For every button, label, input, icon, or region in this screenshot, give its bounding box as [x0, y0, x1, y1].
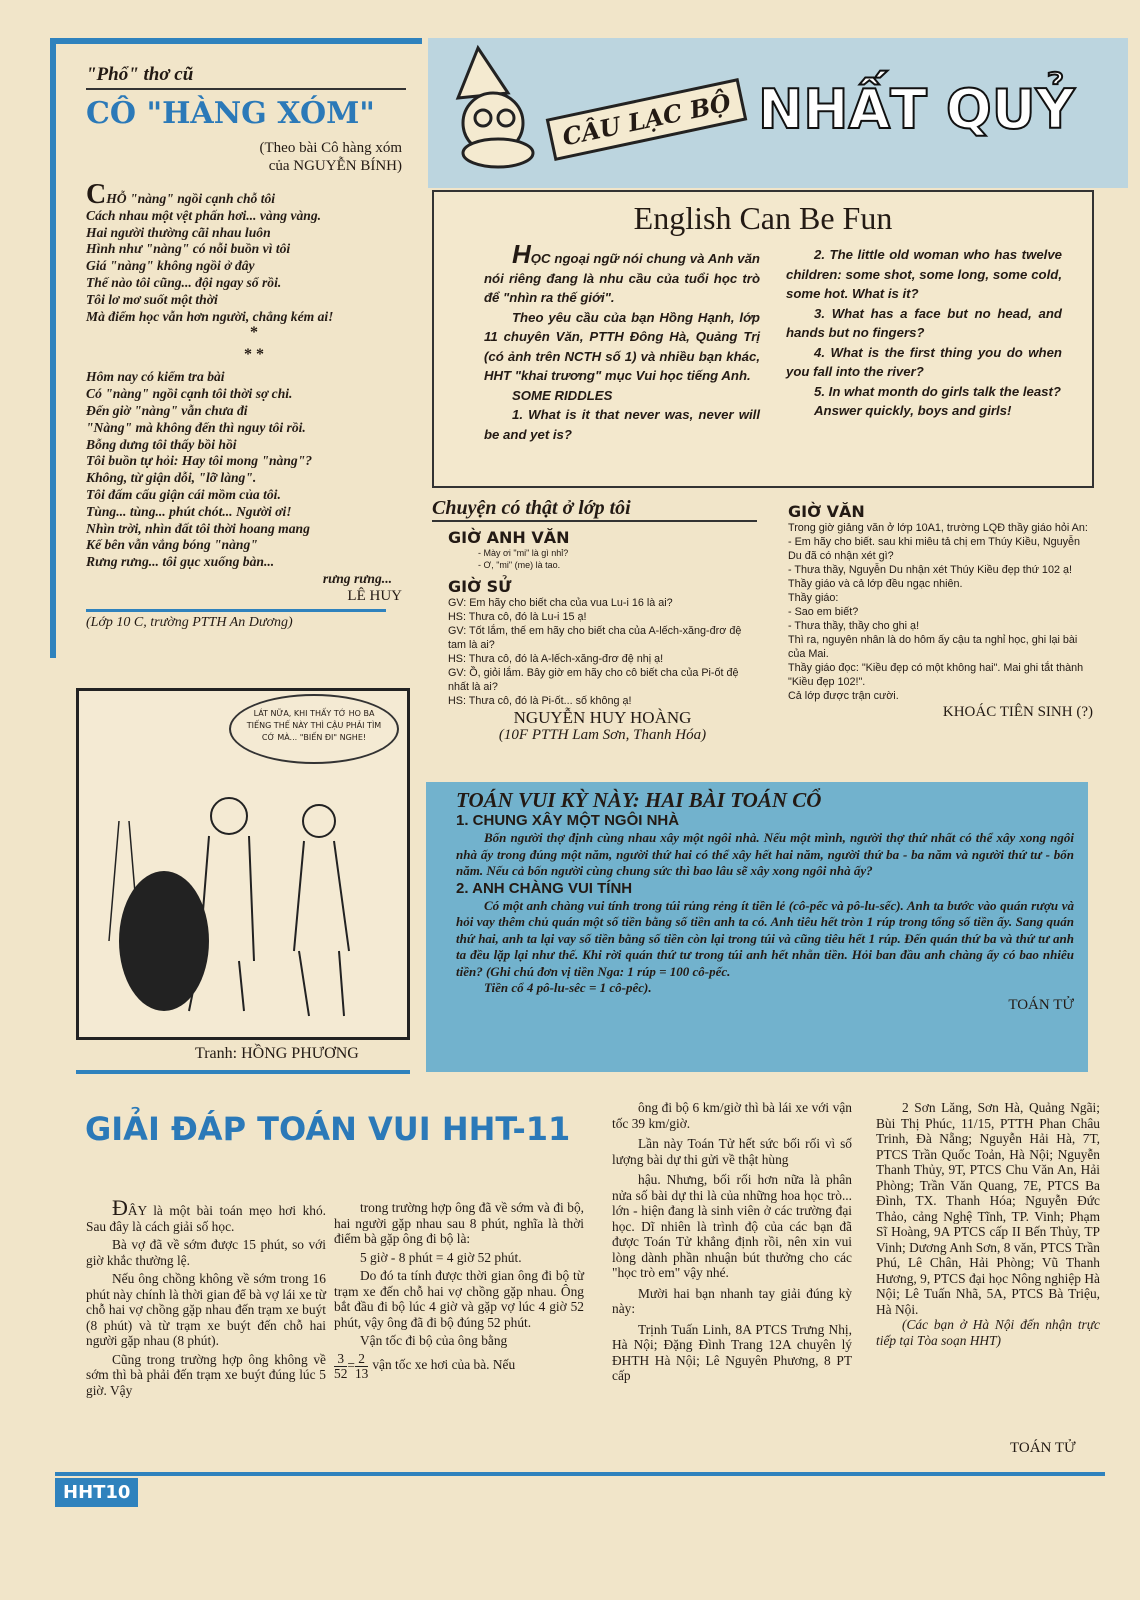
- speech-bubble: LÁT NỮA, KHI THẤY TỚ HO BA TIẾNG THẾ NÀY THÌ CẬU PHẢI TÌM CỚ MÀ... "BIẾN ĐI" NGHE!: [229, 694, 399, 764]
- math-author: TOÁN TỬ: [1008, 996, 1074, 1013]
- paragraph: [86, 1271, 326, 1349]
- english-can-be-fun-box: [432, 190, 1094, 488]
- riddles-closing: Answer quickly, boys and girls!: [814, 403, 1012, 418]
- verse-text: Mà điểm học vẫn hơn người, chẳng kém ai!: [86, 308, 334, 324]
- verse-line: [86, 309, 422, 326]
- verse-line: Tôi buồn tự hỏi: Hay tôi mong "nàng"?: [86, 453, 313, 469]
- story-body: [448, 547, 757, 571]
- dialogue-line: GV: Ồ, giỏi lắm. Bây giờ em hãy cho cô biết cha của Pi-ốt đệ nhất là ai?: [448, 667, 739, 693]
- poem-kicker: "Phổ" thơ cũ: [86, 64, 406, 90]
- paragraph: [86, 1352, 326, 1399]
- club-label: CÂU LẠC BỘ: [546, 78, 748, 161]
- intro-text: ỌC ngoại ngữ nói chung và Anh văn nói riêng đang là nhu cầu của tuổi học trò để "nhìn ra thế giới".: [484, 251, 760, 305]
- paragraph: hậu. Nhưng, bối rối hơn nữa là phân nửa số bài dự thi là của những hoa học trò... lớn - hiện đang là sinh viên ở các trường đại học. Dĩ nhiên là trình độ của các bạn đã được Toán Tử khẳng định rồi, nên xin vui lòng dành phần nhuận bút thưởng cho các "học trò em" vậy nhé.: [612, 1172, 852, 1280]
- dialogue-line: - Ơ, "mi" (me) là tao.: [478, 560, 561, 570]
- paragraph: ông đi bộ 6 km/giờ thì bà lái xe với vận tốc 39 km/giờ.: [612, 1100, 852, 1131]
- verse-line: Không, từ giận dỗi, "lỡ làng".: [86, 470, 257, 486]
- paragraph: trong trường hợp ông đã về sớm và đi bộ, hai người gặp nhau sau 8 phút, nghĩa là thời điểm bà gặp ông đi bộ là:: [334, 1200, 584, 1246]
- story-title: GIỜ ANH VĂN: [448, 528, 570, 547]
- page-number: HHT10: [55, 1478, 138, 1507]
- math-title: TOÁN VUI KỲ NÀY: HAI BÀI TOÁN CỔ: [456, 788, 822, 812]
- verse-line: Hôm nay có kiểm tra bài: [86, 369, 225, 385]
- verse-text: Cách nhau một vệt phấn hơi... vàng vàng.: [86, 207, 322, 223]
- verse-line: [86, 292, 422, 309]
- verse-line: Đến giờ "nàng" vẫn chưa đi: [86, 402, 248, 418]
- credit-line: (Theo bài Cô hàng xóm: [259, 140, 402, 156]
- problem-text: Có một anh chàng vui tính trong túi rủng rẻng ít tiền lẻ (cô-pếc và pô-lu-sếc). Anh ta bước vào quán rượu và hỏi vay thêm chủ quán một số tiền bằng số tiền anh ta có. Anh tiêu hết tròn 1 rúp trong tổng số tiền ấy. Sang quán thứ hai, anh ta lại vay số tiền bằng số tiền còn lại trong túi và cũng tiêu hết 1 rúp. Đến quán thứ ba và thứ tư anh ta đều lặp lại như thế. Khi rời quán thứ tư trong túi anh hết nhẵn tiền. Hỏi ban đầu anh chàng ấy có bao nhiêu tiền? (Ghi chú đơn vị tiền Nga: 1 rúp = 100 cô-pếc.: [456, 897, 1074, 979]
- cartoon-illustration: [79, 761, 407, 1036]
- poem-credit: [86, 139, 402, 175]
- problem-text: Bốn người thợ định cùng nhau xây một ngôi nhà. Nếu một mình, người thợ thứ nhất có thể xây xong ngôi nhà ấy trong đúng một năm, người thứ hai có thể xây hết hai năm, người thứ ba - ba năm và người thứ tư - bốn năm. Nếu cả bốn người cùng chung sức thì bao lâu sẽ xây xong ngôi nhà ấy?: [456, 830, 1074, 878]
- dialogue-line: HS: Thưa cô, đó là Lu-i 15 ạ!: [448, 611, 587, 623]
- paragraph: Vận tốc đi bộ của ông bằng: [360, 1333, 508, 1348]
- paragraph: Do đó ta tính được thời gian ông đi bộ từ trạm xe đến chỗ hai vợ chồng gặp nhau. Ông bắt đầu đi bộ lúc 4 giờ và gặp vợ lúc 4 giờ 52 phút, vậy ông đã đi bộ đúng 52 phút.: [334, 1268, 584, 1330]
- verse-line: "Nàng" mà không đến thì nguy tôi rồi.: [86, 419, 306, 435]
- answers-column-4: [876, 1100, 1100, 1348]
- dialogue-line: - Thưa thầy, thầy cho ghi ạ!: [788, 620, 920, 632]
- english-title: English Can Be Fun: [633, 200, 893, 236]
- paragraph: [86, 1195, 326, 1234]
- dialogue-line: GV: Em hãy cho biết cha của vua Lu-i 16 là ai?: [448, 597, 673, 609]
- divider: [76, 1070, 410, 1074]
- problem-title: 1. CHUNG XÂY MỘT NGÔI NHÀ: [456, 812, 680, 829]
- story-title: GIỜ VĂN: [788, 502, 865, 521]
- verse-line: Tùng... tùng... phút chót... Người ơi!: [86, 503, 292, 519]
- dialogue-line: - Thưa thầy, Nguyễn Du nhận xét Thúy Kiều đẹp thứ 102 ạ!: [788, 564, 1072, 576]
- paragraph-text: Nếu ông chồng không về sớm trong 16 phút này chính là thời gian để bà vợ lái xe từ chỗ hai vợ chồng gặp nhau đến trạm xe buýt (8 phút) và từ trạm xe buýt đến chỗ hai người gặp nhau (8 phút).: [86, 1271, 326, 1348]
- verse-text: Hình như "nàng" có nỗi buồn vì tôi: [86, 241, 291, 257]
- verse-line: Có "nàng" ngồi cạnh tôi thời sợ chi.: [86, 386, 293, 402]
- dialogue-line: Thầy giáo và cả lớp đều ngạc nhiên.: [788, 578, 963, 590]
- numerator: 3: [334, 1352, 347, 1367]
- dialogue-line: GV: Tốt lắm, thế em hãy cho biết cha của A-lếch-xăng-đrơ đệ tam là ai?: [448, 625, 742, 651]
- riddle: 4. What is the first thing you do when you fall into the river?: [786, 344, 1062, 379]
- verse-line: [86, 208, 422, 225]
- fraction: [355, 1352, 368, 1381]
- credit-line: của NGUYỄN BÍNH): [268, 158, 402, 174]
- drop-cap: H: [512, 239, 531, 269]
- equals-sign: =: [347, 1357, 355, 1373]
- english-intro: [484, 239, 760, 308]
- denominator: 13: [354, 1365, 369, 1381]
- drop-cap: C: [86, 179, 107, 210]
- paragraph: Mười hai bạn nhanh tay giải đúng kỳ này:: [612, 1285, 852, 1316]
- answers-title: GIẢI ĐÁP TOÁN VUI HHT-11: [85, 1110, 571, 1148]
- answers-author: TOÁN TỬ: [1010, 1440, 1076, 1456]
- literature-story: [788, 502, 1093, 721]
- poem-title: CÔ "HÀNG XÓM": [86, 96, 375, 131]
- true-stories-section: [432, 496, 757, 744]
- denominator: 52: [334, 1365, 348, 1381]
- verse-text: Giá "nàng" không ngồi ở đây: [86, 258, 255, 274]
- story-body: [448, 596, 757, 708]
- dialogue-line: - Sao em biết?: [788, 606, 859, 618]
- paragraph: 2 Sơn Lăng, Sơn Hà, Quảng Ngãi; Bùi Thị Phúc, 11/15, PTTH Phan Châu Trinh, Đà Nẵng; Nguyễn Hải Hà, 7T, PTCS Trần Quốc Toản, Hà Nội; Nguyễn Thanh Thủy, 9T, PTCS Chu Văn An, Hải Phòng; Trần Văn Quang, 7E, PTCS Ba Đình, TX. Thanh Hóa; Nguyễn Đức Thảo, cảng Nghệ Tĩnh, TP. Vinh; Phạm Sĩ Hoàng, 9A PTCS cấp II Bến Thủy, TP Vinh; Dương Anh Sơn, 8 văn, PTCS Trần Phú, Lê Chân, Hải Phòng; Vũ Thanh Hương, 9, PTCS đại học Nông nghiệp Hà Nội; Lê Tuấn Nhã, 5A, PTCS Bà Triệu, Hà Nội.: [876, 1100, 1100, 1317]
- separator: *: [250, 324, 258, 342]
- story-school: (10F PTTH Lam Sơn, Thanh Hóa): [498, 727, 707, 743]
- riddle: 3. What has a face but no head, and hands but no fingers?: [786, 305, 1062, 340]
- paragraph: 5 giờ - 8 phút = 4 giờ 52 phút.: [360, 1249, 522, 1265]
- verse-line: [86, 179, 422, 210]
- verse-line: Kế bên vẫn vắng bóng "nàng": [86, 537, 258, 553]
- riddle: 1. What is it that never was, never will be and yet is?: [484, 407, 760, 442]
- verse-text: HỖ "nàng" ngồi cạnh chỗ tôi: [106, 191, 276, 206]
- dialogue-line: Thầy giáo:: [788, 592, 839, 604]
- mascot-illustration: [438, 43, 548, 183]
- story-author: NGUYỄN HUY HOÀNG: [513, 708, 692, 727]
- fraction: [334, 1352, 347, 1381]
- problem-title: 2. ANH CHÀNG VUI TÍNH: [456, 879, 633, 897]
- story-title: GIỜ SỬ: [448, 577, 512, 596]
- dialogue-line: - Em hãy cho biết. sau khi miêu tả chị em Thúy Kiều, Nguyễn Du đã có nhận xét gì?: [788, 536, 1081, 562]
- drop-cap: Đ: [112, 1195, 128, 1220]
- club-banner: [428, 38, 1128, 188]
- verse-line: rưng rưng...: [322, 570, 392, 586]
- footer-rule: [55, 1472, 1105, 1476]
- verse-text: Hai người thường cãi nhau luôn: [86, 224, 271, 240]
- dialogue-line: HS: Thưa cô, đó là A-lếch-xăng-đrơ đệ nhị ạ!: [448, 653, 664, 665]
- cartoon-credit: Tranh: HỒNG PHƯƠNG: [195, 1045, 359, 1062]
- cartoon-panel: [76, 688, 410, 1040]
- verse-text: Thế nào tôi cũng... đội ngay sổ rồi.: [86, 274, 282, 290]
- paragraph-text: Bà vợ đã về sớm được 15 phút, so với giờ khắc thường lệ.: [86, 1237, 326, 1268]
- dialogue-line: Cả lớp được trận cười.: [788, 690, 899, 702]
- paragraph-text: ÂY là một bài toán mẹo hơi khó. Sau đây là cách giải số học.: [86, 1203, 326, 1234]
- paragraph: Trịnh Tuấn Linh, 8A PTCS Trưng Nhị, Hà Nội; Đặng Đình Trang 12A chuyên lý ĐHTH Hà Nội; Lê Nguyên Phương, 8 PT cấp: [612, 1321, 852, 1383]
- verse-line: [86, 258, 422, 275]
- paragraph-text: Cũng trong trường hợp ông không về sớm thì bà phải đến trạm xe buýt đúng lúc 5 giờ. Vậy: [86, 1351, 326, 1398]
- paragraph: Lần này Toán Tử hết sức bối rối vì số lượng bài dự thi gửi về thật hùng: [612, 1136, 852, 1167]
- math-puzzle-box: [426, 782, 1088, 1072]
- club-name: NHẤT QUỶ: [758, 78, 1075, 141]
- verse-line: [86, 225, 422, 242]
- riddle: 5. In what month do girls talk the least?: [814, 383, 1061, 399]
- riddle: 2. The little old woman who has twelve children: some shot, some long, some cold, some hot. What is it?: [786, 247, 1062, 301]
- verse-line: Bỗng dưng tôi thấy bồi hồi: [86, 436, 237, 452]
- dialogue-line: Thì ra, nguyên nhân là do hôm ấy cậu ta nghỉ học, ghi lại bài của Mai.: [788, 634, 1078, 660]
- stanza-1: [86, 179, 422, 325]
- verse-line: [86, 241, 422, 258]
- dialogue-line: - Mày ơi "mi" là gì nhỉ?: [478, 548, 569, 558]
- verse-line: Rưng rưng... tôi gục xuống bàn...: [86, 554, 275, 570]
- english-para: Theo yêu cầu của bạn Hồng Hạnh, lớp 11 chuyên Văn, PTTH Đông Hà, Quảng Trị (có ảnh trên NCTH số 1) và nhiều bạn khác, HHT "khai trương" mục Vui học tiếng Anh.: [484, 309, 760, 383]
- riddles-heading: SOME RIDDLES: [512, 387, 613, 403]
- verse-line: Tôi đấm cấu giận cái mồm của tôi.: [86, 486, 281, 502]
- poem-school: (Lớp 10 C, trường PTTH An Dương): [86, 609, 386, 631]
- section-title: Chuyện có thật ở lớp tôi: [432, 496, 757, 522]
- separator: * *: [244, 346, 264, 364]
- stanza-2: [86, 369, 422, 587]
- poem-author: LÊ HUY: [347, 587, 402, 604]
- verse-text: Tôi lơ mơ suốt một thời: [86, 291, 218, 307]
- paragraph: (Các bạn ở Hà Nội đến nhận trực tiếp tại Tòa soạn HHT): [876, 1317, 1100, 1348]
- dialogue-line: Trong giờ giảng văn ở lớp 10A1, trường LQĐ thầy giáo hỏi An:: [788, 522, 1088, 534]
- paragraph: [86, 1237, 326, 1268]
- story-author: KHOÁC TIÊN SINH (?): [942, 704, 1093, 720]
- verse-line: Nhìn trời, nhìn đất tôi thời hoang mang: [86, 520, 310, 536]
- numerator: 2: [355, 1352, 368, 1367]
- answers-column-1: [86, 1195, 326, 1401]
- poem-section: [50, 38, 422, 658]
- answers-column-2: [334, 1200, 584, 1381]
- fraction-line: [334, 1352, 584, 1381]
- dialogue-line: HS: Thưa cô, đó là Pi-ốt... số không ạ!: [448, 695, 632, 707]
- paragraph-text: vận tốc xe hơi của bà. Nếu: [372, 1357, 516, 1373]
- verse-line: [86, 275, 422, 292]
- story-body: [788, 521, 1093, 703]
- dialogue-line: Thầy giáo đọc: "Kiều đẹp có một không hai". Mai ghi tắt thành "Kiều đẹp 102!".: [788, 662, 1084, 688]
- problem-note: Tiền cổ 4 pô-lu-sêc = 1 cô-pêc).: [484, 980, 652, 995]
- answers-column-3: [612, 1100, 852, 1389]
